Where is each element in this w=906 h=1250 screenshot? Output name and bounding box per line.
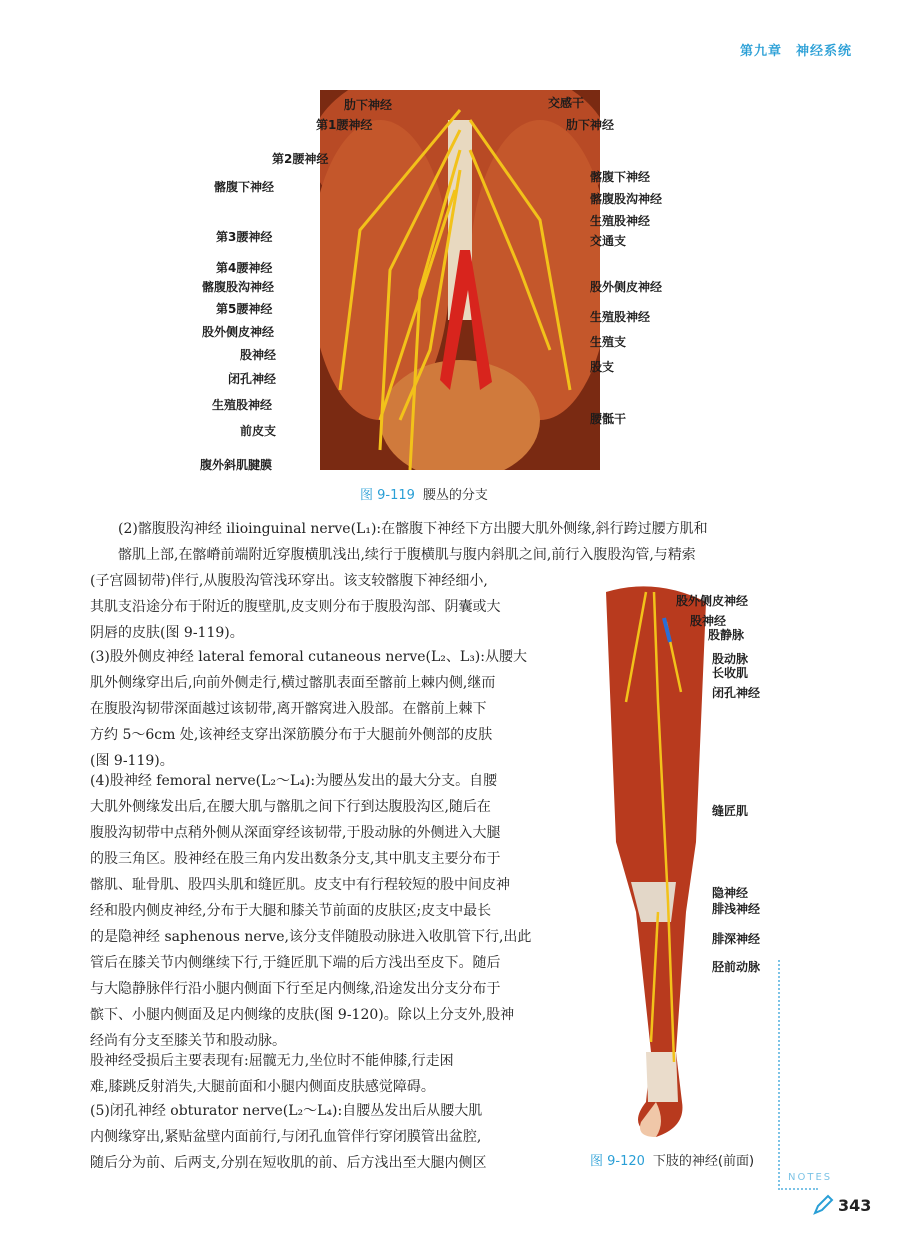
- text-line: (2)髂腹股沟神经 ilioinguinal nerve(L₁):在髂腹下神经下方出腰大肌外侧缘,斜行跨过腰方肌和: [118, 521, 708, 537]
- fig1-label-left: 髂腹股沟神经: [202, 280, 275, 294]
- fig2-label: 闭孔神经: [712, 686, 761, 700]
- fig1-label-right: 髂腹下神经: [590, 170, 651, 184]
- notes-label: NOTES: [788, 1172, 833, 1183]
- fig2-caption-number: 图 9-120: [590, 1154, 645, 1169]
- lower-limb-illustration: [596, 582, 716, 1142]
- fig2-label: 股外侧皮神经: [676, 594, 749, 608]
- fig2-caption-title: 下肢的神经(前面): [652, 1154, 755, 1169]
- fig2-caption: [590, 1150, 754, 1169]
- fig2-label: 腓浅神经: [712, 902, 761, 916]
- paragraph-ilioinguinal-narrow: [90, 568, 572, 646]
- paragraph-obturator-nerve: [90, 1098, 572, 1176]
- fig1-label-left: 股外侧皮神经: [202, 325, 275, 339]
- fig1-label-right: 髂腹股沟神经: [590, 192, 663, 206]
- fig2-label: 股静脉: [708, 628, 745, 642]
- notes-dotted-line: [778, 960, 780, 1190]
- notes-dotted-line: [778, 1188, 818, 1190]
- text-line: 肌外侧缘穿出后,向前外侧走行,横过髂肌表面至髂前上棘内侧,继而: [90, 675, 496, 691]
- text-line: (3)股外侧皮神经 lateral femoral cutaneous nerve(L₂、L₃):从腰大: [90, 649, 527, 665]
- fig1-label-left: 闭孔神经: [228, 372, 277, 386]
- text-line: 在腹股沟韧带深面越过该韧带,离开髂窝进入股部。在髂前上棘下: [90, 701, 487, 717]
- text-line: 的股三角区。股神经在股三角内发出数条分支,其中肌支主要分布于: [90, 851, 501, 867]
- fig1-label-left: 前皮支: [240, 424, 277, 438]
- text-line: 方约 5～6cm 处,该神经支穿出深筋膜分布于大腿前外侧部的皮肤: [90, 727, 493, 743]
- fig1-label-left: 生殖股神经: [212, 398, 273, 412]
- fig1-caption: [360, 484, 488, 503]
- lumbar-plexus-illustration: [320, 90, 600, 470]
- page-number: 343: [838, 1196, 872, 1215]
- fig1-label-right: 肋下神经: [566, 118, 615, 132]
- fig1-caption-number: 图 9-119: [360, 488, 415, 503]
- pencil-icon: [812, 1194, 834, 1220]
- text-line: (子宫圆韧带)伴行,从腹股沟管浅环穿出。该支较髂腹下神经细小,: [90, 573, 488, 589]
- fig1-label-left: 肋下神经: [344, 98, 393, 112]
- fig2-label: 胫前动脉: [712, 960, 761, 974]
- fig1-label-left: 腹外斜肌腱膜: [200, 458, 273, 472]
- text-line: 阴唇的皮肤(图 9-119)。: [90, 625, 244, 641]
- fig2-label: 隐神经: [712, 886, 749, 900]
- text-line: 髂肌上部,在髂嵴前端附近穿腹横肌浅出,续行于腹横肌与腹内斜肌之间,前行入腹股沟管,与精索: [118, 547, 696, 563]
- text-line: (5)闭孔神经 obturator nerve(L₂～L₄):自腰丛发出后从腰大肌: [90, 1103, 483, 1119]
- fig1-label-right: 生殖支: [590, 335, 627, 349]
- fig1-label-left: 第2腰神经: [272, 152, 329, 166]
- fig1-label-right: 生殖股神经: [590, 214, 651, 228]
- paragraph-femoral-nerve: [90, 768, 572, 1054]
- fig2-label: 股动脉: [712, 652, 749, 666]
- text-line: (图 9-119)。: [90, 753, 174, 769]
- text-line: 难,膝跳反射消失,大腿前面和小腿内侧面皮肤感觉障碍。: [90, 1079, 435, 1095]
- text-line: 髌下、小腿内侧面及足内侧缘的皮肤(图 9-120)。除以上分支外,股神: [90, 1007, 515, 1023]
- fig1-label-left: 第4腰神经: [216, 261, 273, 275]
- fig1-label-left: 髂腹下神经: [214, 180, 275, 194]
- fig2-label: 长收肌: [712, 666, 749, 680]
- text-line: 与大隐静脉伴行沿小腿内侧面下行至足内侧缘,沿途发出分支分布于: [90, 981, 501, 997]
- text-line: 经和股内侧皮神经,分布于大腿和膝关节前面的皮肤区;皮支中最长: [90, 903, 492, 919]
- fig1-label-left: 第3腰神经: [216, 230, 273, 244]
- text-line: 股神经受损后主要表现有:屈髋无力,坐位时不能伸膝,行走困: [90, 1053, 454, 1069]
- fig1-label-left: 第5腰神经: [216, 302, 273, 316]
- fig2-label: 股神经: [690, 614, 727, 628]
- text-line: 经尚有分支至膝关节和股动脉。: [90, 1033, 286, 1049]
- fig1-label-right: 交通支: [590, 234, 627, 248]
- text-line: 随后分为前、后两支,分别在短收肌的前、后方浅出至大腿内侧区: [90, 1155, 487, 1171]
- text-line: 髂肌、耻骨肌、股四头肌和缝匠肌。皮支中有行程较短的股中间皮神: [90, 877, 510, 893]
- fig1-label-left: 第1腰神经: [316, 118, 373, 132]
- text-line: 大肌外侧缘发出后,在腰大肌与髂肌之间下行到达腹股沟区,随后在: [90, 799, 491, 815]
- fig1-label-right: 股外侧皮神经: [590, 280, 663, 294]
- paragraph-lateral-femoral-cutaneous: [90, 644, 572, 774]
- chapter-header: 第九章 神经系统: [740, 44, 853, 59]
- text-line: 腹股沟韧带中点稍外侧从深面穿经该韧带,于股动脉的外侧进入大腿: [90, 825, 501, 841]
- text-line: 内侧缘穿出,紧贴盆壁内面前行,与闭孔血管伴行穿闭膜管出盆腔,: [90, 1129, 482, 1145]
- text-line: 其肌支沿途分布于附近的腹壁肌,皮支则分布于腹股沟部、阴囊或大: [90, 599, 501, 615]
- fig1-label-right: 股支: [590, 360, 615, 374]
- paragraph-ilioinguinal-wide: [118, 516, 792, 568]
- text-line: 管后在膝关节内侧继续下行,于缝匠肌下端的后方浅出至皮下。随后: [90, 955, 501, 971]
- fig1-label-right: 交感干: [548, 96, 585, 110]
- text-line: 的是隐神经 saphenous nerve,该分支伴随股动脉进入收肌管下行,出此: [90, 929, 532, 945]
- fig1-label-left: 股神经: [240, 348, 277, 362]
- fig1-label-right: 生殖股神经: [590, 310, 651, 324]
- text-line: (4)股神经 femoral nerve(L₂～L₄):为腰丛发出的最大分支。自腰: [90, 773, 498, 789]
- paragraph-femoral-injury: [90, 1048, 572, 1100]
- fig2-label: 缝匠肌: [712, 804, 749, 818]
- fig1-label-right: 腰骶干: [590, 412, 627, 426]
- fig1-caption-title: 腰丛的分支: [422, 488, 488, 503]
- fig2-label: 腓深神经: [712, 932, 761, 946]
